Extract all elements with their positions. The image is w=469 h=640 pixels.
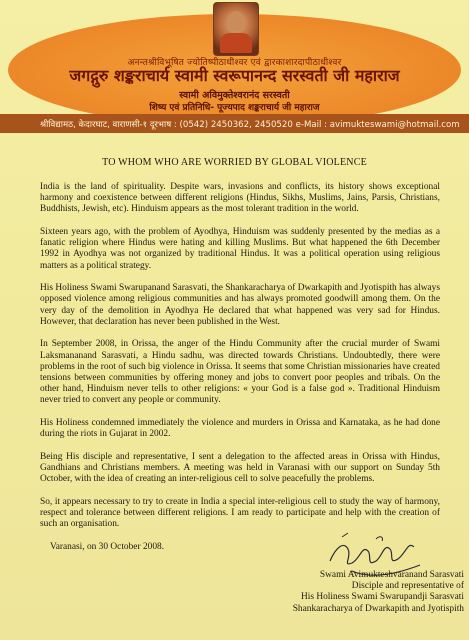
signer-role: Disciple and representative of xyxy=(351,581,464,592)
portrait-photo xyxy=(213,2,259,56)
letter-heading: TO WHOM WHO ARE WORRIED BY GLOBAL VIOLENCE xyxy=(102,157,367,168)
paragraph: In September 2008, in Orissa, the anger of the Hindu Community after the crucial murder of Swami Laksmananand Sarasvati, a Hindu sadhu, was directed towards Christians. Undoubtedly, there were problems in the root of such big violence in Orissa. It seems that some Christian missionaries have created tensions between communities by offering money and jobs to convert poor peoples and tribals. On the other hand, Hinduism never tells to other religions: « your God is a false god ». Traditional Hinduism never tried to convert any people or community. xyxy=(40,339,440,406)
paragraph: So, it appears necessary to try to create in India a special inter-religious cell to study the way of harmony, respect and tolerance between different religions. I am ready to participate and help with the creation of such an organisation. xyxy=(40,496,440,530)
letterhead-title: जगद्गुरु शङ्कराचार्य स्वामी स्वरूपानन्द सरस्वती जी महाराज xyxy=(69,66,400,85)
paragraph: His Holiness condemned immediately the violence and murders in Orissa and Karnataka, as he had done during the riots in Gujarat in 2002. xyxy=(40,418,440,440)
letterhead-epithet: अनन्तश्रीविभूषित ज्योतिष्पीठाधीश्वर एवं द्वारकाशारदापीठाधीश्वर xyxy=(127,58,342,68)
paragraph: India is the land of spirituality. Despite wars, invasions and conflicts, its history shows exceptional harmony and coexistence between different religions (Hindus, Sikhs, Muslims, Jains, Parsis, Christians, Buddhists, Jewish, etc). Hinduism appears as the most tolerant tradition in the world. xyxy=(40,182,440,215)
paragraph: His Holiness Swami Swarupanand Sarasvati, the Shankaracharya of Dwarkapith and Jyotispith has always opposed violence among religious communities and has always promoted goodwill among them. On the very day of the demolition in Ayodhya He declared that what happened was very sad for Hindus. However, that declaration has never been published in the West. xyxy=(40,283,440,327)
paragraph: Being His disciple and representative, I sent a delegation to the affected areas in Orissa with Hindus, Gandhians and Christians members. A meeting was held in Varanasi with our support on Sunday 5th October, with the idea of creating an inter-religious cell to solve peacefully the problems. xyxy=(40,451,440,485)
place-date: Varanasi, on 30 October 2008. xyxy=(50,541,165,552)
portrait-robe xyxy=(220,33,252,53)
letterhead-sender-name: स्वामी अविमुक्तेश्वरानंद सरस्वती xyxy=(179,90,290,101)
portrait-face xyxy=(227,11,245,31)
letter-body xyxy=(40,182,440,564)
letterhead-address-bar: श्रीविद्यामठ, केदारघाट, वाराणसी-१ दूरभाष : (0542) 2450362, 2450520 e-Mail : avimukteswami@hotmail.com xyxy=(0,114,469,133)
signature-block xyxy=(254,570,464,615)
signer-role: His Holiness Swami Swarupandji Sarasvati xyxy=(300,592,464,603)
signer-name: Swami Avimukteshvaranand Sarasvati xyxy=(319,570,464,580)
signer-role: Shankaracharya of Dwarkapith and Jyotispith xyxy=(292,603,464,614)
letterhead-sender-role: शिष्य एवं प्रतिनिधि- पूज्यपाद शङ्कराचार्य जी महाराज xyxy=(149,103,320,113)
paragraph: Sixteen years ago, with the problem of Ayodhya, Hinduism was suddenly presented by the medias as a fanatic religion where Hindus were hating and killing Muslims. But what happened the 6th December 1992 in Ayodhya was not organized by traditional Hindus. It was a political operation using religious matters as a political strategy. xyxy=(40,227,440,271)
